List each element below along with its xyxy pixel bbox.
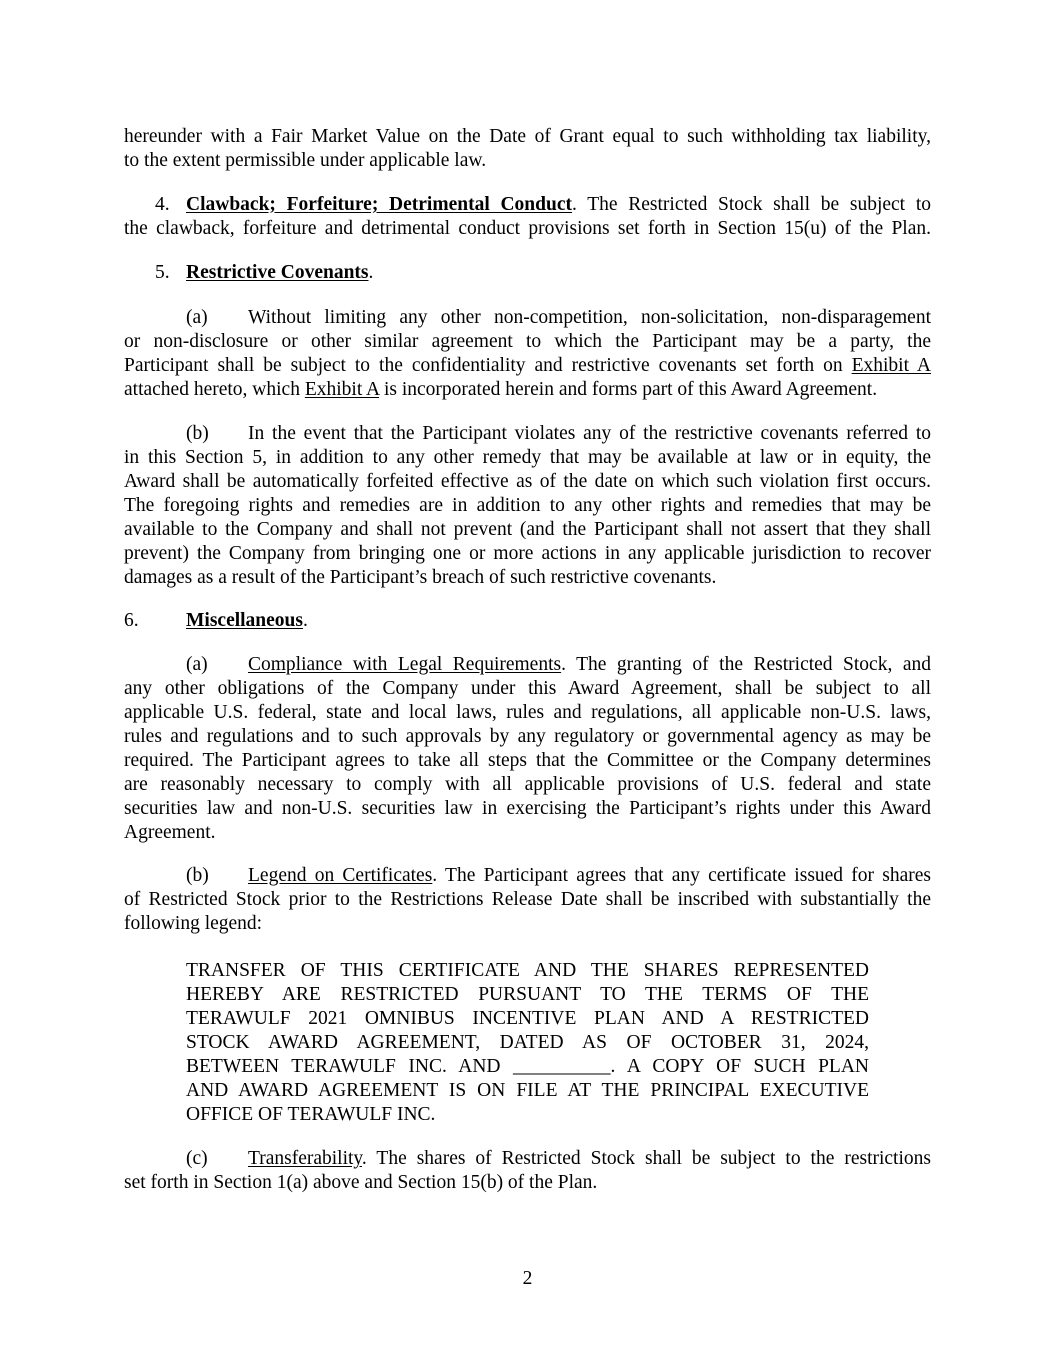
text-line: Without limiting any other non-competition, non-solicitation, non-disparagement [248,307,931,328]
text-line: applicable U.S. federal, state and local laws, rules and regulations, all applicable non-U.S. laws, [124,702,931,723]
clause-title: Transferability [248,1148,362,1169]
clause-label: (b) [186,865,209,886]
legend-line: TERAWULF 2021 OMNIBUS INCENTIVE PLAN AND A RESTRICTED [186,1008,869,1029]
section-number: 5. [155,262,170,283]
text-line: set forth in Section 1(a) above and Section 15(b) of the Plan. [124,1172,598,1193]
text: attached hereto, which [124,379,300,400]
exhibit-a-reference: Exhibit A [851,355,931,376]
text: . The granting of the Restricted Stock, and [561,654,931,675]
section-5-heading [186,261,373,285]
section-title: Clawback; Forfeiture; Detrimental Conduct [186,194,572,215]
text-line: Agreement. [124,822,216,843]
text: . The Restricted Stock shall be subject to [571,194,931,215]
section-title: Miscellaneous [186,610,303,631]
exhibit-a-reference: Exhibit A [304,379,380,400]
text-line: damages as a result of the Participant’s breach of such restrictive covenants. [124,567,717,588]
section-4-heading-line [186,193,931,217]
text: . [303,610,308,631]
clause-title: Legend on Certificates [248,865,433,886]
text-line [248,1147,931,1171]
text-line: securities law and non-U.S. securities law in exercising the Participant’s rights under this Award [124,798,931,819]
text-line: In the event that the Participant violates any of the restrictive covenants referred to [248,423,931,444]
clause-label: (b) [186,423,209,444]
text: . [368,262,374,283]
legend-line: HEREBY ARE RESTRICTED PURSUANT TO THE TERMS OF THE [186,984,869,1005]
text: is incorporated herein and forms part of this Award Agreement. [383,379,878,400]
text-line [248,653,931,677]
legend-line: TRANSFER OF THIS CERTIFICATE AND THE SHARES REPRESENTED [186,960,869,981]
text-line: following legend: [124,913,263,934]
text-line: in this Section 5, in addition to any other remedy that may be available at law or in equity, the [124,447,931,468]
text: . The shares of Restricted Stock shall be subject to the restrictions [361,1148,931,1169]
section-number: 6. [124,610,139,631]
clause-label: (a) [186,307,208,328]
text-line: available to the Company and shall not prevent (and the Participant shall not assert that they shall [124,519,931,540]
text-line [124,354,931,378]
text-line [124,378,931,402]
text-line: any other obligations of the Company under this Award Agreement, shall be subject to all [124,678,931,699]
text-line: Award shall be automatically forfeited effective as of the date on which such violation first occurs. [124,471,931,492]
section-number: 4. [155,194,170,215]
clause-title: Compliance with Legal Requirements [248,654,562,675]
text: Participant shall be subject to the confidentiality and restrictive covenants set forth on [124,355,843,376]
text-line: are reasonably necessary to comply with all applicable provisions of U.S. federal and state [124,774,931,795]
legend-line: OFFICE OF TERAWULF INC. [186,1104,436,1125]
section-title: Restrictive Covenants [186,262,369,283]
text-line: required. The Participant agrees to take all steps that the Committee or the Company determines [124,750,931,771]
legend-line: STOCK AWARD AGREEMENT, DATED AS OF OCTOBER 31, 2024, [186,1032,869,1053]
text-line: The foregoing rights and remedies are in addition to any other rights and remedies that may be [124,495,931,516]
page-number: 2 [522,1268,533,1289]
text-line: or non-disclosure or other similar agreement to which the Participant may be a party, the [124,331,931,352]
section-6-heading [186,609,308,633]
text-line: the clawback, forfeiture and detrimental conduct provisions set forth in Section 15(u) of the Plan. [124,218,931,239]
clause-label: (a) [186,654,208,675]
text-line: prevent) the Company from bringing one or more actions in any applicable jurisdiction to recover [124,543,931,564]
text-line: of Restricted Stock prior to the Restrictions Release Date shall be inscribed with substantially the [124,889,931,910]
text-line: rules and regulations and to such approvals by any regulatory or governmental agency as may be [124,726,931,747]
text-line: hereunder with a Fair Market Value on the Date of Grant equal to such withholding tax liability, [124,126,931,147]
text-line [248,864,931,888]
text: . The Participant agrees that any certificate issued for shares [432,865,931,886]
legend-line: AND AWARD AGREEMENT IS ON FILE AT THE PRINCIPAL EXECUTIVE [186,1080,869,1101]
text-line: to the extent permissible under applicable law. [124,150,487,171]
legend-line: BETWEEN TERAWULF INC. AND __________. A COPY OF SUCH PLAN [186,1056,869,1077]
clause-label: (c) [186,1148,208,1169]
